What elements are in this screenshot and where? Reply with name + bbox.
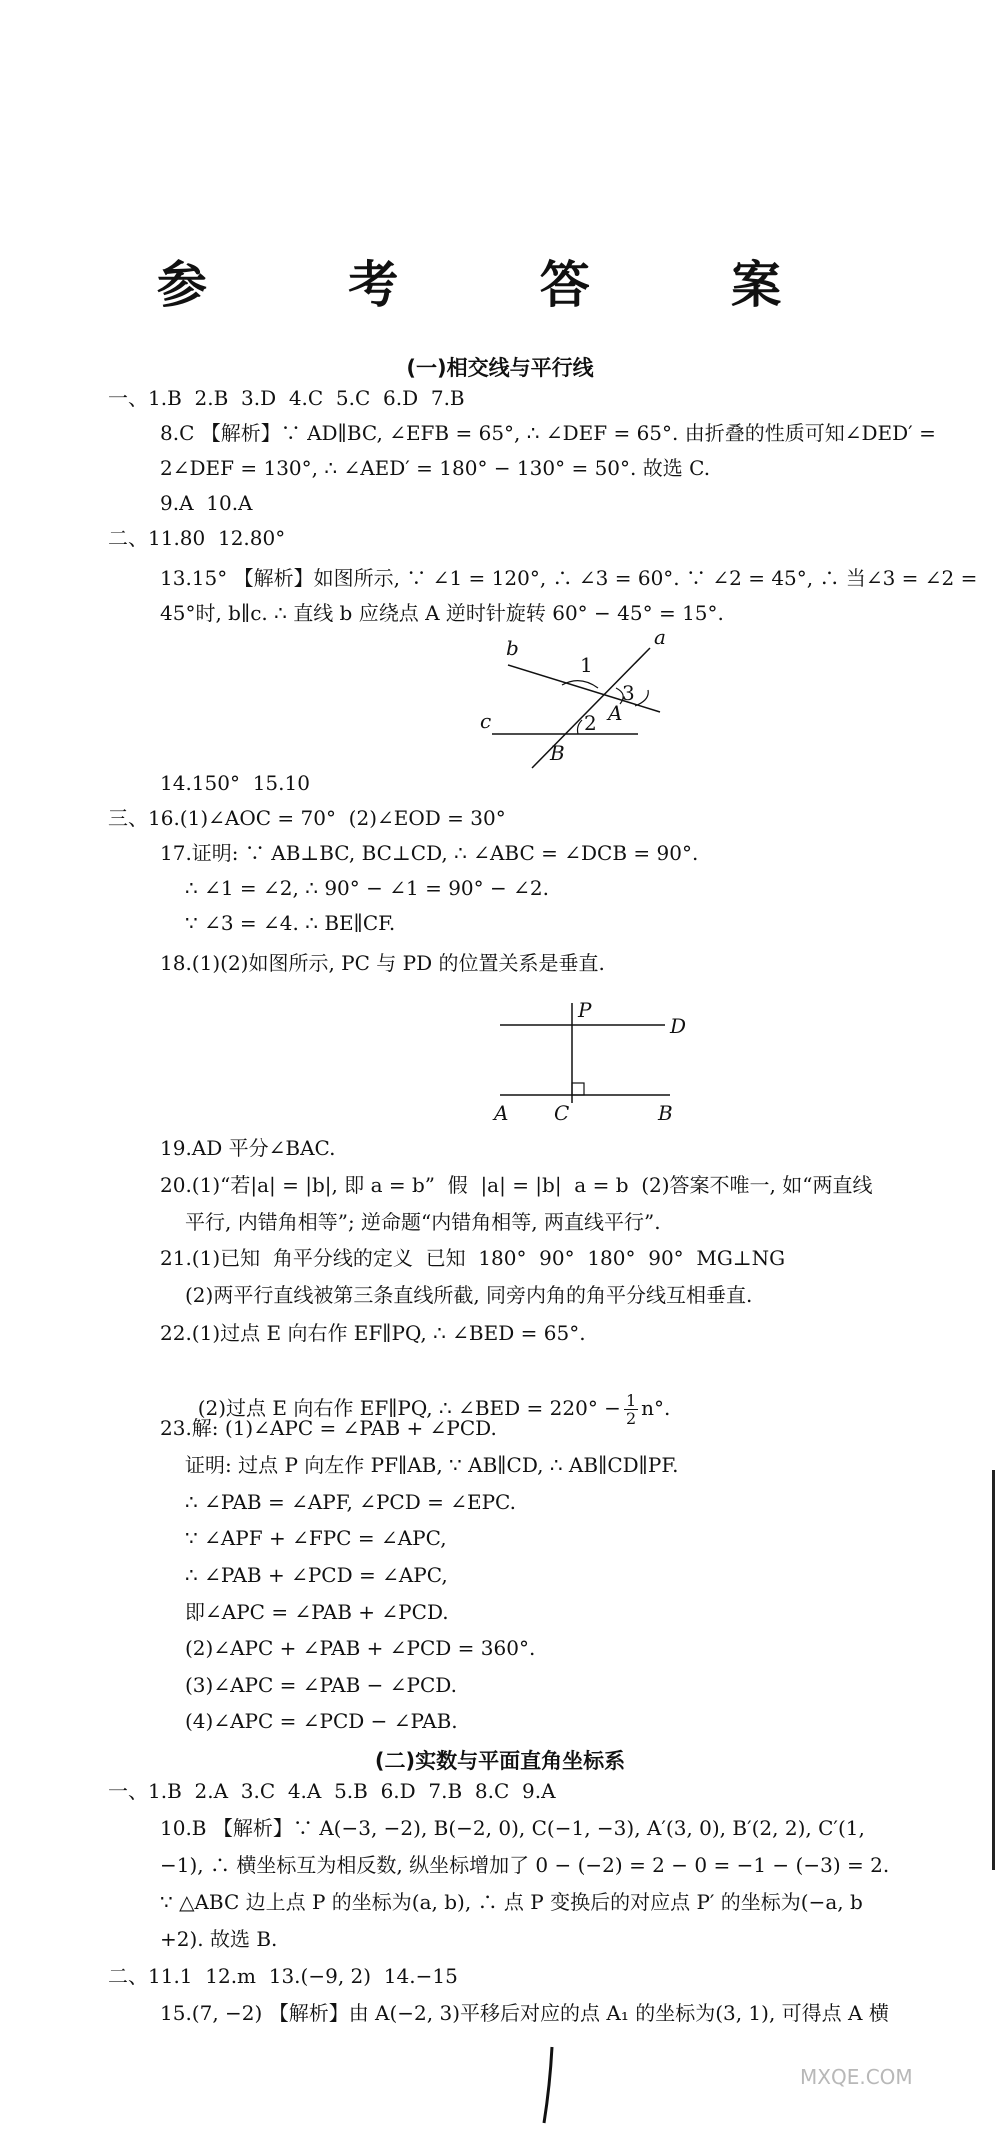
fig1-label-2: 2 [584, 711, 597, 735]
watermark: MXQE.COM [800, 2065, 913, 2089]
answer-line: 45°时, b∥c. ∴ 直线 b 应绕点 A 逆时针旋转 60° − 45° = 15°. [160, 601, 724, 625]
answer-line: 22.(1)过点 E 向右作 EF∥PQ, ∴ ∠BED = 65°. [160, 1321, 586, 1345]
fraction-denominator: 2 [625, 1409, 637, 1428]
answer-line: ∴ ∠PAB + ∠PCD = ∠APC, [185, 1563, 448, 1587]
answer-line: 21.(1)已知 角平分线的定义 已知 180° 90° 180° 90° MG⊥NG [160, 1246, 786, 1270]
answer-line: 二、11.80 12.80° [108, 526, 286, 550]
fig2-label-C: C [554, 1101, 570, 1125]
section-heading-1: (一)相交线与平行线 [406, 356, 594, 380]
answer-line: (2)两平行直线被第三条直线所截, 同旁内角的角平分线互相垂直. [185, 1283, 753, 1307]
answer-line: 20.(1)“若|a| = |b|, 即 a = b” 假 |a| = |b| a = b (2)答案不唯一, 如“两直线 [160, 1173, 873, 1197]
answer-line: (2)∠APC + ∠PAB + ∠PCD = 360°. [185, 1636, 536, 1660]
answer-line: ∵ △ABC 边上点 P 的坐标为(a, b), ∴ 点 P 变换后的对应点 P′ 的坐标为(−a, b [160, 1890, 863, 1914]
answer-line: 平行, 内错角相等”; 逆命题“内错角相等, 两直线平行”. [185, 1210, 661, 1234]
fig1-label-a: a [654, 630, 666, 649]
fig2-label-P: P [578, 998, 592, 1022]
answer-line: 一、1.B 2.B 3.D 4.C 5.C 6.D 7.B [108, 386, 465, 410]
answer-line: −1), ∴ 横坐标互为相反数, 纵坐标增加了 0 − (−2) = 2 − 0 = −1 − (−3) = 2. [160, 1853, 890, 1877]
answer-line: 14.150° 15.10 [160, 771, 310, 795]
answer-line: 一、1.B 2.A 3.C 4.A 5.B 6.D 7.B 8.C 9.A [108, 1779, 556, 1803]
answer-line: +2). 故选 B. [160, 1927, 278, 1951]
pen-mark [540, 2045, 560, 2125]
answer-line: 二、11.1 12.m 13.(−9, 2) 14.−15 [108, 1964, 458, 1988]
answer-line: 8.C 【解析】∵ AD∥BC, ∠EFB = 65°, ∴ ∠DEF = 65°. 由折叠的性质可知∠DED′ = [160, 421, 936, 445]
figure-perpendicular [490, 995, 690, 1130]
answer-line: 10.B 【解析】∵ A(−3, −2), B(−2, 0), C(−1, −3), A′(3, 0), B′(2, 2), C′(1, [160, 1816, 865, 1840]
fig2-label-D: D [670, 1014, 687, 1038]
answer-line: (4)∠APC = ∠PCD − ∠PAB. [185, 1709, 458, 1733]
answer-line: 15.(7, −2) 【解析】由 A(−2, 3)平移后对应的点 A₁ 的坐标为(3, 1), 可得点 A 横 [160, 2001, 889, 2025]
section-heading-2: (二)实数与平面直角坐标系 [374, 1749, 626, 1773]
page-title: 参 考 答 案 [156, 256, 844, 314]
fraction-numerator: 1 [625, 1391, 637, 1410]
answer-line: 证明: 过点 P 向左作 PF∥AB, ∵ AB∥CD, ∴ AB∥CD∥PF. [185, 1453, 679, 1477]
fig1-label-A: A [608, 701, 623, 725]
answer-line: 23.解: (1)∠APC = ∠PAB + ∠PCD. [160, 1416, 497, 1440]
fig1-label-b: b [506, 636, 519, 660]
answer-line: ∵ ∠APF + ∠FPC = ∠APC, [185, 1526, 447, 1550]
page-edge-rule [992, 1470, 995, 1870]
fig1-label-1: 1 [580, 653, 593, 677]
fraction [624, 1392, 638, 1427]
fig2-label-B: B [658, 1101, 673, 1125]
answer-line: 13.15° 【解析】如图所示, ∵ ∠1 = 120°, ∴ ∠3 = 60°. ∵ ∠2 = 45°, ∴ 当∠3 = ∠2 = [160, 566, 978, 590]
answer-line: 19.AD 平分∠BAC. [160, 1136, 336, 1160]
fig1-label-3: 3 [622, 681, 635, 705]
answer-line: (3)∠APC = ∠PAB − ∠PCD. [185, 1673, 457, 1697]
q22-part2-tail: n°. [641, 1396, 671, 1420]
q22-part2-text: (2)过点 E 向右作 EF∥PQ, ∴ ∠BED = 220° − [197, 1396, 621, 1420]
fig2-label-A: A [494, 1101, 509, 1125]
answer-line: 三、16.(1)∠AOC = 70° (2)∠EOD = 30° [108, 806, 506, 830]
answer-line: ∵ ∠3 = ∠4. ∴ BE∥CF. [185, 911, 396, 935]
answer-line: 即∠APC = ∠PAB + ∠PCD. [185, 1600, 449, 1624]
fig1-label-c: c [480, 709, 492, 733]
answer-line: ∴ ∠PAB = ∠APF, ∠PCD = ∠EPC. [185, 1490, 516, 1514]
answer-line: ∴ ∠1 = ∠2, ∴ 90° − ∠1 = 90° − ∠2. [185, 876, 549, 900]
answer-line: 2∠DEF = 130°, ∴ ∠AED′ = 180° − 130° = 50°. 故选 C. [160, 456, 711, 480]
answer-line: 17.证明: ∵ AB⊥BC, BC⊥CD, ∴ ∠ABC = ∠DCB = 90°. [160, 841, 699, 865]
figure-intersecting-lines [480, 630, 700, 770]
fig1-label-B: B [550, 741, 565, 765]
answer-line: 9.A 10.A [160, 491, 253, 515]
answer-line: 18.(1)(2)如图所示, PC 与 PD 的位置关系是垂直. [160, 951, 605, 975]
